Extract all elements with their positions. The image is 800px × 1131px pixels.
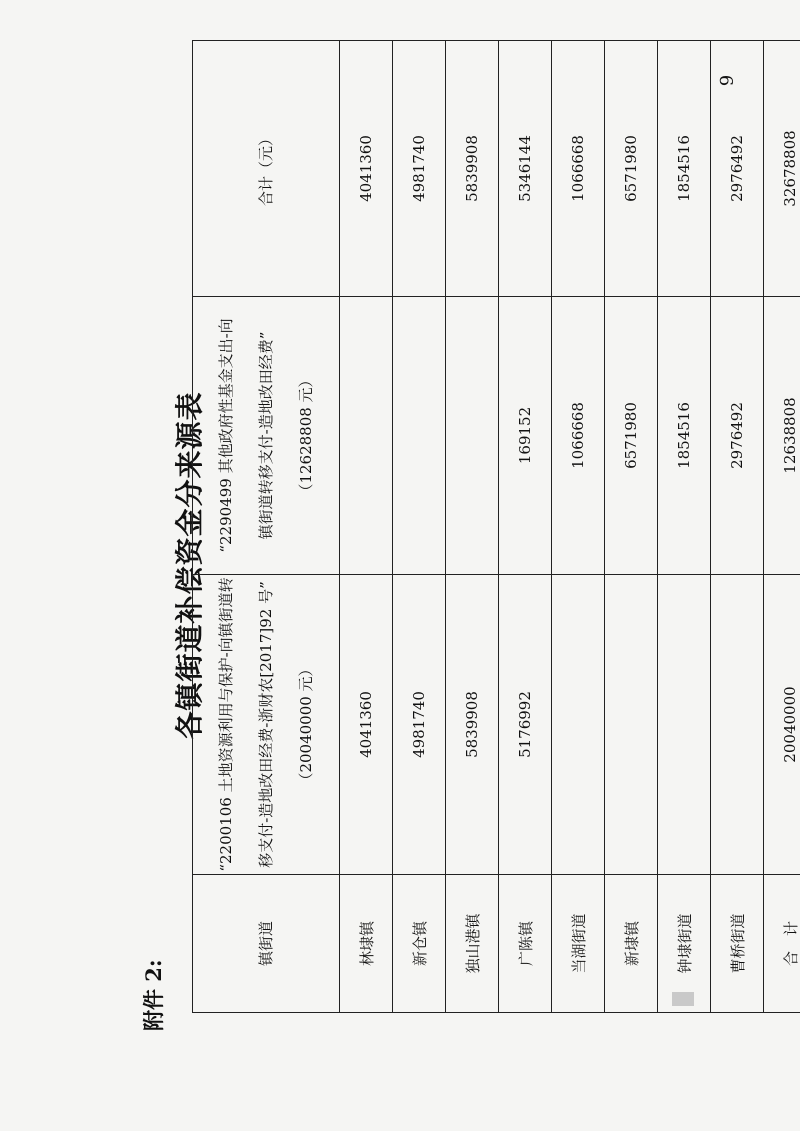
table-row bbox=[393, 41, 446, 1013]
row-col1 bbox=[552, 575, 605, 875]
row-town: 当湖街道 bbox=[552, 875, 605, 1013]
table-row bbox=[340, 41, 393, 1013]
header-col2 bbox=[193, 297, 340, 575]
row-col2: 2976492 bbox=[711, 297, 764, 575]
row-total: 32678808 bbox=[764, 41, 800, 297]
row-town: 广陈镇 bbox=[499, 875, 552, 1013]
row-col1: 5839908 bbox=[446, 575, 499, 875]
row-total: 4041360 bbox=[340, 41, 393, 297]
row-col1: 4041360 bbox=[340, 575, 393, 875]
row-col1 bbox=[605, 575, 658, 875]
row-total: 4981740 bbox=[393, 41, 446, 297]
row-town: 新仓镇 bbox=[393, 875, 446, 1013]
header-col2-line1: “2290499 其他政府性基金支出-向 bbox=[217, 318, 235, 553]
row-col1: 20040000 bbox=[764, 575, 800, 875]
page-number: 6 bbox=[715, 74, 737, 87]
header-col2-line2: 镇街道转移支付-造地改田经费” bbox=[257, 331, 275, 540]
table-row bbox=[605, 41, 658, 1013]
header-col1-line1: “2200106 土地资源利用与保护-向镇街道转 bbox=[217, 577, 235, 872]
row-col2: 1066668 bbox=[552, 297, 605, 575]
table-header-row bbox=[193, 41, 340, 1013]
row-col2 bbox=[446, 297, 499, 575]
funding-source-table bbox=[192, 40, 800, 1013]
row-col1 bbox=[658, 575, 711, 875]
row-col1: 4981740 bbox=[393, 575, 446, 875]
row-town: 独山港镇 bbox=[446, 875, 499, 1013]
row-col1: 5176992 bbox=[499, 575, 552, 875]
row-town: 林埭镇 bbox=[340, 875, 393, 1013]
row-town: 合 计 bbox=[764, 875, 800, 1013]
row-col2: 169152 bbox=[499, 297, 552, 575]
row-col2 bbox=[393, 297, 446, 575]
header-col1 bbox=[193, 575, 340, 875]
header-col2-line3: （12628808 元） bbox=[297, 372, 315, 499]
row-total: 1854516 bbox=[658, 41, 711, 297]
table-row bbox=[711, 41, 764, 1013]
header-total: 合计（元） bbox=[193, 41, 340, 297]
row-total: 5346144 bbox=[499, 41, 552, 297]
table-row bbox=[658, 41, 711, 1013]
table-row bbox=[552, 41, 605, 1013]
row-total: 1066668 bbox=[552, 41, 605, 297]
row-col2: 12638808 bbox=[764, 297, 800, 575]
header-col1-line2: 移支付-造地改田经费-浙财农[2017]92 号” bbox=[257, 581, 275, 868]
table-title: 各镇街道补偿资金分来源表 bbox=[173, 391, 206, 740]
table-row bbox=[499, 41, 552, 1013]
row-col2: 6571980 bbox=[605, 297, 658, 575]
row-town: 新埭镇 bbox=[605, 875, 658, 1013]
table-row bbox=[446, 41, 499, 1013]
row-town: 曹桥街道 bbox=[711, 875, 764, 1013]
header-col1-line3: （20040000 元） bbox=[297, 661, 315, 788]
row-total: 6571980 bbox=[605, 41, 658, 297]
row-total: 5839908 bbox=[446, 41, 499, 297]
table-total-row bbox=[764, 41, 800, 1013]
row-col1 bbox=[711, 575, 764, 875]
row-col2 bbox=[340, 297, 393, 575]
row-total: 2976492 bbox=[711, 41, 764, 297]
row-col2: 1854516 bbox=[658, 297, 711, 575]
row-town: 钟埭街道 bbox=[658, 875, 711, 1013]
attachment-label: 附件 2: bbox=[141, 959, 166, 1031]
header-town: 镇街道 bbox=[193, 875, 340, 1013]
